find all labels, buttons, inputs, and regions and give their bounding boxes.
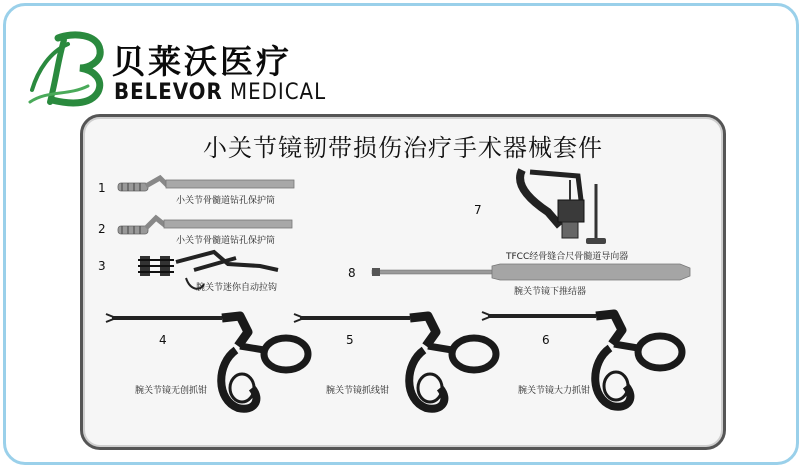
- item-2-caption: 小关节骨髓道钻孔保护筒: [176, 236, 276, 246]
- suture-grasper-icon: [294, 314, 496, 409]
- item-3-caption: 腕关节迷你自动拉钩: [196, 283, 278, 293]
- item-8-number: 8: [348, 266, 356, 280]
- item-7-number: 7: [474, 203, 482, 217]
- tfcc-guide-icon: [520, 170, 606, 244]
- item-5-caption: 腕关节镜抓线钳: [326, 386, 390, 396]
- item-8-caption: 腕关节镜下推结器: [514, 287, 587, 297]
- drill-sleeve-1-icon: [118, 178, 294, 191]
- item-1-caption: 小关节骨髓道钻孔保护筒: [176, 196, 276, 206]
- item-3-number: 3: [98, 259, 106, 273]
- brand-name-cn: 贝莱沃医疗: [112, 42, 292, 81]
- item-5-number: 5: [346, 333, 354, 347]
- item-4-number: 4: [159, 333, 167, 347]
- knot-pusher-icon: [372, 264, 690, 280]
- brand-name-en-bold: BELEVOR: [114, 80, 223, 105]
- item-6-caption: 腕关节镜大力抓钳: [518, 386, 591, 396]
- item-6-number: 6: [542, 333, 550, 347]
- item-1-number: 1: [98, 181, 106, 195]
- brand-name-en-light: MEDICAL: [230, 80, 327, 105]
- item-7-caption: TFCC经骨缝合尺骨髓道导向器: [506, 252, 629, 262]
- panel-title: 小关节镜韧带损伤治疗手术器械套件: [203, 134, 603, 162]
- drill-sleeve-2-icon: [118, 218, 292, 234]
- item-2-number: 2: [98, 222, 106, 236]
- item-4-caption: 腕关节镜无创抓钳: [135, 386, 208, 396]
